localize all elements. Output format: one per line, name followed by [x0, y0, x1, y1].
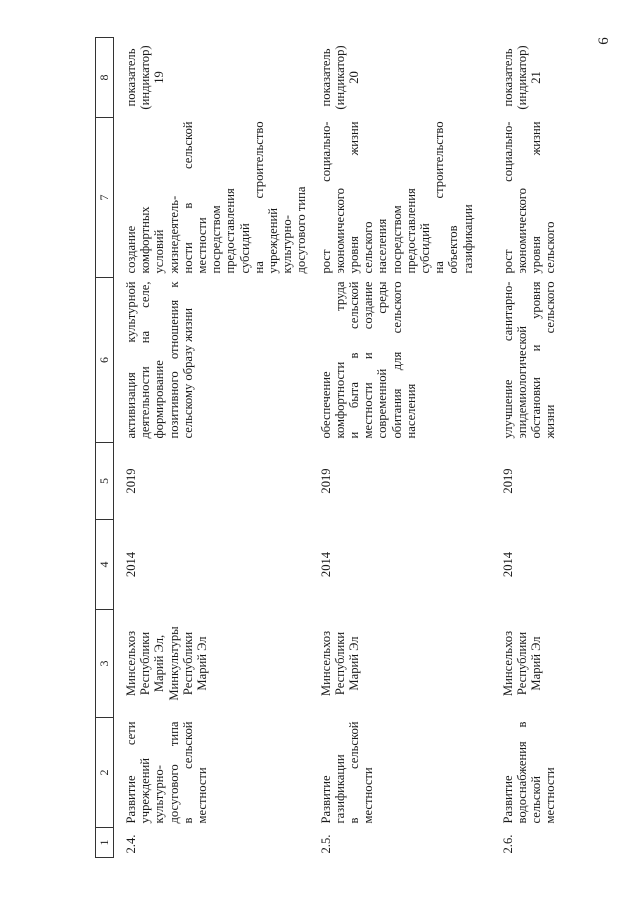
table-header: [96, 38, 114, 858]
indicator-line: показатель: [124, 48, 138, 107]
column-header-3: 3: [96, 610, 114, 718]
non-implementation-consequences: [114, 118, 309, 278]
consequence-line: сельского: [361, 221, 376, 274]
expected-result: [491, 278, 636, 443]
result-line: формирование: [152, 360, 167, 439]
result-line: эпидемиологической: [514, 325, 529, 439]
column-header-2: 2: [96, 718, 114, 828]
consequence-line: местности: [195, 217, 210, 274]
measure-name-line: сельской местности: [529, 767, 558, 824]
indicator-line: (индикатор) 20: [332, 45, 362, 110]
measure-name-line: водоснабжения в: [514, 721, 529, 824]
measure-name-line: газификации: [332, 754, 347, 824]
consequence-line: на строительство: [251, 121, 266, 274]
consequence-line: экономического: [332, 188, 347, 274]
executor-line: Республики: [180, 631, 195, 696]
executor-line: Республики: [138, 631, 153, 696]
result-line: обитания для сельского: [389, 281, 404, 439]
consequence-line: создание: [124, 225, 138, 274]
table-row: [309, 38, 491, 858]
executor-line: Марий Эл: [529, 636, 544, 691]
executor-line: Республики: [332, 631, 347, 696]
indicator-line: (индикатор) 21: [514, 45, 544, 110]
result-line: улучшение санитарно-: [500, 281, 515, 439]
start-year: 2014: [500, 551, 515, 578]
result-line: деятельности на селе,: [138, 281, 153, 439]
measure-name-line: учреждений: [138, 758, 153, 824]
consequence-line: рост социально-: [318, 121, 333, 274]
result-line: обстановки и уровня: [529, 281, 544, 439]
executor-line: Минсельхоз: [318, 630, 333, 697]
consequence-line: ности в сельской: [180, 121, 195, 274]
consequence-line: населения: [375, 218, 390, 274]
responsible-executor: [309, 610, 491, 718]
table-row: [114, 38, 309, 858]
result-line: обеспечение: [318, 371, 333, 439]
item-number: 2.4.: [124, 834, 138, 854]
indicator-line: (индикатор) 19: [138, 45, 167, 110]
item-number: 2.6.: [500, 834, 515, 854]
consequence-line: жизнедеятель-: [166, 195, 181, 274]
indicator-link: [491, 38, 636, 118]
non-implementation-consequences: [309, 118, 491, 278]
indicator-link: [309, 38, 491, 118]
rotated-table-sheet: [95, 38, 622, 858]
measure-name: [114, 718, 309, 828]
end-year: 2019: [500, 468, 515, 494]
column-header-7: 7: [96, 118, 114, 278]
column-header-8: 8: [96, 38, 114, 118]
measure-name-line: местности: [195, 767, 210, 824]
column-header-1: 1: [96, 828, 114, 858]
executor-line: Минсельхоз: [500, 630, 515, 697]
page-number: 6: [596, 37, 612, 45]
consequence-line: на строительство: [432, 121, 447, 274]
indicator-line: показатель: [500, 48, 515, 107]
measure-name: [491, 718, 636, 828]
executor-line: Минкультуры: [166, 626, 181, 701]
result-line: сельскому образу жизни: [180, 307, 195, 439]
consequence-line: досугового типа: [294, 186, 309, 274]
executor-line: Марий Эл,: [152, 634, 167, 693]
result-line: позитивного отношения к: [166, 281, 181, 439]
program-measures-table: [95, 37, 636, 858]
consequence-line: экономического: [514, 188, 529, 274]
column-header-5: 5: [96, 443, 114, 520]
result-line: и быта в сельской: [347, 281, 362, 439]
measure-name: [309, 718, 491, 828]
start-year: 2014: [318, 551, 333, 578]
column-numbers-row: [96, 38, 114, 858]
result-line: населения: [403, 383, 418, 439]
measure-name-line: Развитие сети: [124, 721, 138, 824]
measure-name-line: в сельской: [347, 721, 362, 824]
consequence-line: предоставления: [403, 188, 418, 274]
table-row: [491, 38, 636, 858]
measure-name-line: Развитие: [500, 775, 515, 824]
measure-name-line: культурно-: [152, 765, 167, 824]
consequence-line: условий: [152, 229, 167, 274]
start-year: 2014: [124, 551, 138, 578]
measure-name-line: досугового типа: [166, 721, 181, 824]
result-line: комфортности труда: [332, 281, 347, 439]
consequence-line: уровня жизни: [347, 121, 362, 274]
result-line: местности и создание: [361, 281, 376, 439]
expected-result: [114, 278, 309, 443]
consequence-line: предоставления: [223, 188, 238, 274]
executor-line: Марий Эл: [195, 636, 210, 691]
end-year: 2019: [124, 468, 138, 494]
column-header-6: 6: [96, 278, 114, 443]
consequence-line: субсидий: [418, 223, 433, 274]
consequence-line: посредством: [389, 205, 404, 274]
measure-name-line: в сельской: [180, 721, 195, 824]
consequence-line: учреждений: [266, 208, 281, 274]
indicator-line: показатель: [318, 48, 333, 107]
executor-line: Минсельхоз: [124, 630, 138, 697]
consequence-line: культурно-: [280, 215, 295, 274]
measure-name-line: Развитие: [318, 775, 333, 824]
responsible-executor: [491, 610, 636, 718]
executor-line: Республики: [514, 631, 529, 696]
consequence-line: газификации: [460, 204, 475, 274]
consequence-line: субсидий: [237, 223, 252, 274]
measure-name-line: местности: [361, 767, 376, 824]
consequence-line: посредством: [209, 205, 224, 274]
consequence-line: уровня жизни: [529, 121, 544, 274]
end-year: 2019: [318, 468, 333, 494]
consequence-line: комфортных: [138, 206, 153, 274]
item-number: 2.5.: [318, 834, 333, 854]
indicator-link: [114, 38, 309, 118]
responsible-executor: [114, 610, 309, 718]
consequence-line: объектов: [446, 225, 461, 274]
executor-line: Марий Эл: [347, 636, 362, 691]
result-line: активизация культурной: [124, 281, 138, 439]
result-line: жизни сельского: [543, 281, 558, 439]
expected-result: [309, 278, 491, 443]
consequence-line: рост социально-: [500, 121, 515, 274]
result-line: современной среды: [375, 281, 390, 439]
non-implementation-consequences: [491, 118, 636, 278]
consequence-line: сельского: [543, 221, 558, 274]
column-header-4: 4: [96, 520, 114, 610]
